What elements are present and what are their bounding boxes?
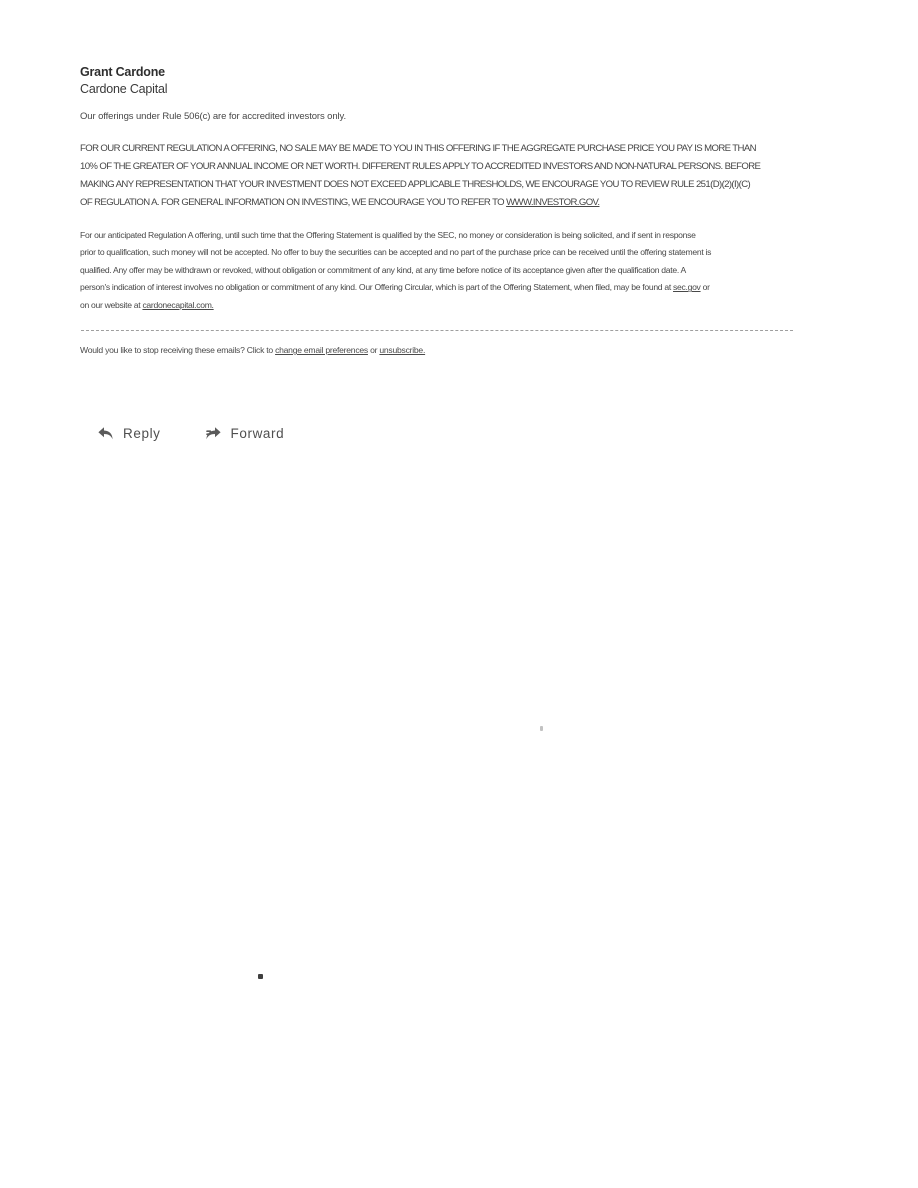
divider [81,330,793,331]
text-span: FOR OUR CURRENT REGULATION A OFFERING, NO SALE MAY BE MADE TO YOU IN THIS OFFERING IF THE AGGREGATE PURCHASE PRICE YOU PAY IS MORE THAN [80,143,756,154]
text-span: person's indication of interest involves no obligation or commitment of any kind. Our Offering Circular, which is part of the Offering Statement, when filed, may be found at [80,282,674,293]
forward-button-label: Forward [230,426,285,442]
email-link[interactable]: change email preferences [275,345,368,356]
text-line [80,297,794,314]
text-line [80,176,794,194]
sender-company: Cardone Capital [80,82,168,96]
accredited-investors-note: Our offerings under Rule 506(c) are for accredited investors only. [80,111,347,122]
text-line [80,343,794,357]
regulation-a-caps-disclaimer [80,140,794,212]
text-span: or [700,282,710,293]
text-span: or [367,345,380,356]
text-line [80,158,794,176]
email-link[interactable]: cardonecapital.com. [142,299,214,310]
reply-button-label: Reply [123,426,161,442]
text-line [80,262,794,279]
text-line [80,140,794,158]
text-line [80,244,794,261]
text-span: 10% OF THE GREATER OF YOUR ANNUAL INCOME OR NET WORTH. DIFFERENT RULES APPLY TO ACCREDITED INVESTORS AND NON-NATURAL PERSONS. BEFORE [80,161,761,172]
scan-artifact-speck [258,974,263,979]
email-link[interactable]: WWW.INVESTOR.GOV. [506,197,600,208]
sender-name: Grant Cardone [80,65,165,79]
text-span: qualified. Any offer may be withdrawn or revoked, without obligation or commitment of any kind, at any time before notice of its acceptance given after the qualification date. A [80,264,686,275]
regulation-a-body-disclaimer [80,227,794,314]
text-span: Would you like to stop receiving these emails? Click to [80,345,276,356]
email-link[interactable]: sec.gov [673,282,701,293]
email-body [80,64,794,441]
email-link[interactable]: unsubscribe. [379,345,426,356]
email-actions [80,426,794,441]
forward-arrow-icon [205,426,222,441]
reply-button[interactable] [97,426,161,441]
text-span: For our anticipated Regulation A offering, until such time that the Offering Statement is qualified by the SEC, no money or consideration is being solicited, and if sent in response [80,230,696,240]
forward-button[interactable] [205,426,285,441]
reply-arrow-icon [97,426,114,441]
scan-artifact-speck [540,726,543,731]
text-line [80,194,794,212]
text-line [80,227,794,244]
text-span: prior to qualification, such money will not be accepted. No offer to buy the securities can be accepted and no part of the purchase price can be received until the offering statement is [80,247,712,258]
text-span: MAKING ANY REPRESENTATION THAT YOUR INVESTMENT DOES NOT EXCEED APPLICABLE THRESHOLDS, WE ENCOURAGE YOU TO REVIEW RULE 251(D)(2)(I)(C) [80,179,751,190]
text-span: on our website at [80,299,143,310]
text-span: OF REGULATION A. FOR GENERAL INFORMATION ON INVESTING, WE ENCOURAGE YOU TO REFER TO [80,197,507,208]
text-line [80,279,794,296]
unsubscribe-line [80,343,794,357]
